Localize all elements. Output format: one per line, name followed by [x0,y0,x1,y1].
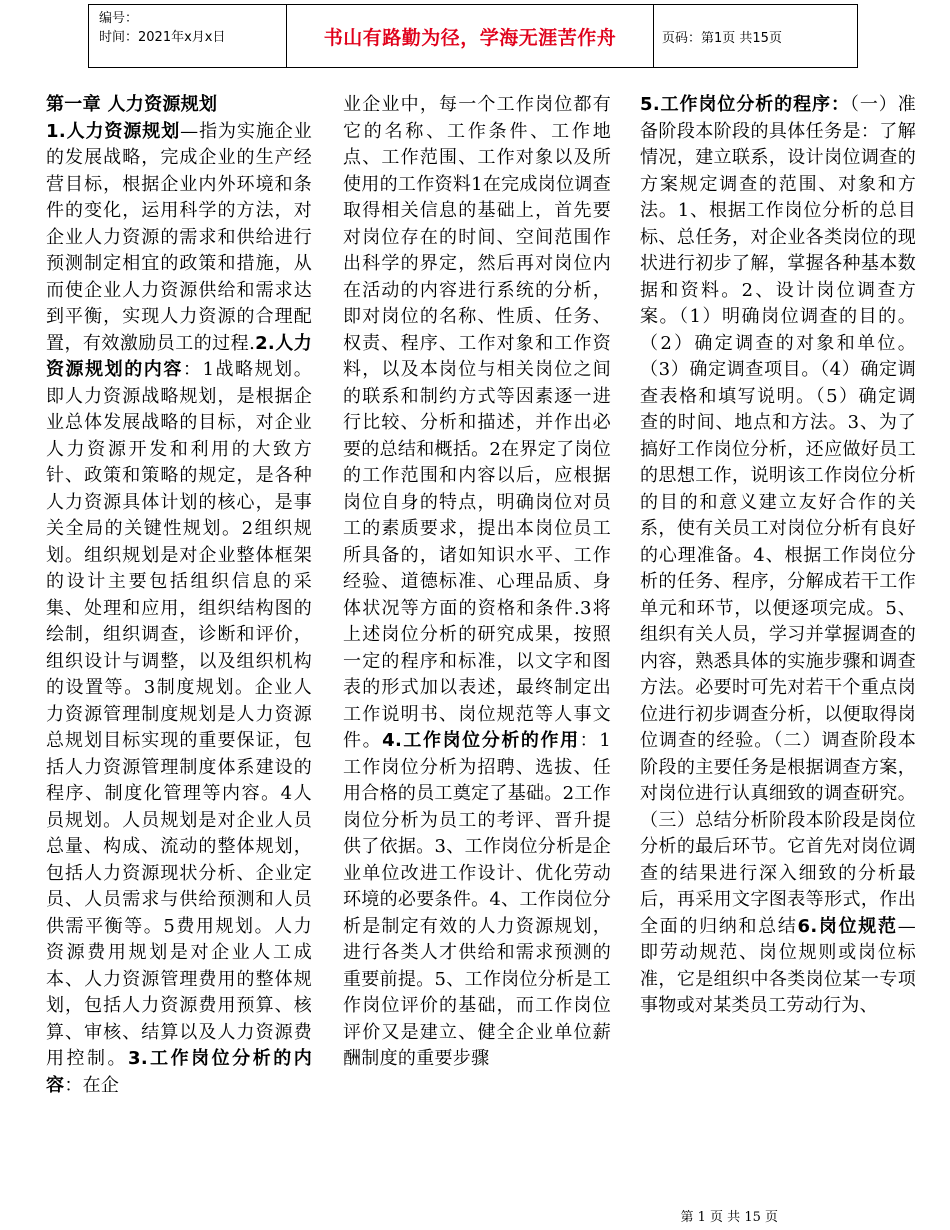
text-column-3 [640,92,916,1172]
section-6-text: —即劳动规范、岗位规则或岗位标准，它是组织中各类岗位某一专项事物或对某类员工劳动行为、 [640,915,916,1016]
date-label: 时间：2021年x月x日 [99,30,226,45]
footer-page-number: 第 1 页 共 15 页 [680,1210,778,1225]
section-2-text: ：1战略规划。即人力资源战略规划，是根据企业总体发展战略的目标，对企业人力资源开发和利用的大致方针、政策和策略的规定，是各种人力资源具体计划的核心，是事关全局的关键性规划。2组织规划。组织规划是对企业整体框架的设计主要包括组织信息的采集、处理和应用，组织结构图的绘制，组织调查，诊断和评价，组织设计与调整，以及组织机构的设置等。3制度规划。企业人力资源管理制度规划是人力资源总规划目标实现的重要保证，包括人力资源管理制度体系建设的程序、制度化管理等内容。4人员规划。人员规划是对企业人员总量、构成、流动的整体规划，包括人力资源现状分析、企业定员、人员需求与供给预测和人员供需平衡等。5费用规划。人力资源费用规划是对企业人工成本、人力资源管理费用的整体规划，包括人力资源费用预算、核算、审核、结算以及人力资源费用控制。 [46,359,312,1069]
motto-text: 书山有路勤为径，学海无涯苦作舟 [323,26,617,49]
section-3-title: 3.工作岗位分析的内容 [46,1048,312,1096]
page-header [88,4,858,68]
section-4-title: 4.工作岗位分析的作用 [382,730,580,751]
section-1-text: —指为实施企业的发展战略，完成企业的生产经营目标，根据企业内外环境和条件的变化，运用科学的方法，对企业人力资源的需求和供给进行预测制定相宜的政策和措施，从而使企业人力资源供给和需求达到平衡，实现人力资源的合理配置，有效激励员工的过程. [46,120,312,354]
header-motto-cell [287,5,654,67]
header-meta [89,5,287,67]
text-column-1 [46,92,312,1172]
section-6-title: 6.岗位规范 [797,915,898,937]
serial-number-label: 编号： [99,11,139,26]
header-page-cell [654,5,857,67]
page-footer [0,1206,950,1225]
section-5-text: （一）准备阶段本阶段的具体任务是：了解情况，建立联系，设计岗位调查的方案规定调查的范围、对象和方法。1、根据工作岗位分析的总目标、总任务，对企业各类岗位的现状进行初步了解，掌握各种基本数据和资料。2、设计岗位调查方案。（1）明确岗位调查的目的。（2）确定调查的对象和单位。（3）确定调查项目。（4）确定调查表格和填写说明。（5）确定调查的时间、地点和方法。3、为了搞好工作岗位分析，还应做好员工的思想工作，说明该工作岗位分析的目的和意义建立友好合作的关系，使有关员工对岗位分析有良好的心理准备。4、根据工作岗位分析的任务、程序，分解成若干工作单元和环节，以便逐项完成。5、组织有关人员，学习并掌握调查的内容，熟悉具体的实施步骤和调查方法。必要时可先对若干个重点岗位进行初步调查分析，以便取得岗位调查的经验。（二）调查阶段本阶段的主要任务是根据调查方案，对岗位进行认真细致的调查研究。（三）总结分析阶段本阶段是岗位分析的最后环节。它首先对岗位调查的结果进行深入细致的分析最后，再采用文字图表等形式，作出全面的归纳和总结 [640,94,916,937]
section-3-text: ：在企 [64,1074,120,1096]
section-3-continued-text: 业企业中，每一个工作岗位都有它的名称、工作条件、工作地点、工作范围、工作对象以及所使用的工作资料1在完成岗位调查取得相关信息的基础上，首先要对岗位存在的时间、空间范围作出科学的界定，然后再对岗位内在活动的内容进行系统的分析，即对岗位的名称、性质、任务、权责、程序、工作对象和工作资料，以及本岗位与相关岗位之间的联系和制约方式等因素逐一进行比较、分析和描述，并作出必要的总结和概括。2在界定了岗位的工作范围和内容以后，应根据岗位自身的特点，明确岗位对员工的素质要求，提出本岗位员工所具备的，诸如知识水平、工作经验、道德标准、心理品质、身体状况等方面的资格和条件.3将上述岗位分析的研究成果，按照一定的程序和标准，以文字和图表的形式加以表述，最终制定出工作说明书、岗位规范等人事文件。 [343,94,611,751]
section-5-title: 5.工作岗位分析的程序： [640,94,850,115]
chapter-title: 第一章 人力资源规划 [46,94,218,115]
header-page-number: 页码：第1页 共15页 [662,30,782,46]
section-2-title: 2.人力资源规划的内容 [46,332,312,380]
text-column-2 [343,92,611,1172]
section-4-text: ：1工作岗位分析为招聘、选拔、任用合格的员工奠定了基础。2工作岗位分析为员工的考评、晋升提供了依据。3、工作岗位分析是企业单位改进工作设计、优化劳动环境的必要条件。4、工作岗位分析是制定有效的人力资源规划，进行各类人才供给和需求预测的重要前提。5、工作岗位分析是工作岗位评价的基础，而工作岗位评价又是建立、健全企业单位薪酬制度的重要步骤 [343,730,611,1069]
section-1-title: 1.人力资源规划 [46,120,181,142]
